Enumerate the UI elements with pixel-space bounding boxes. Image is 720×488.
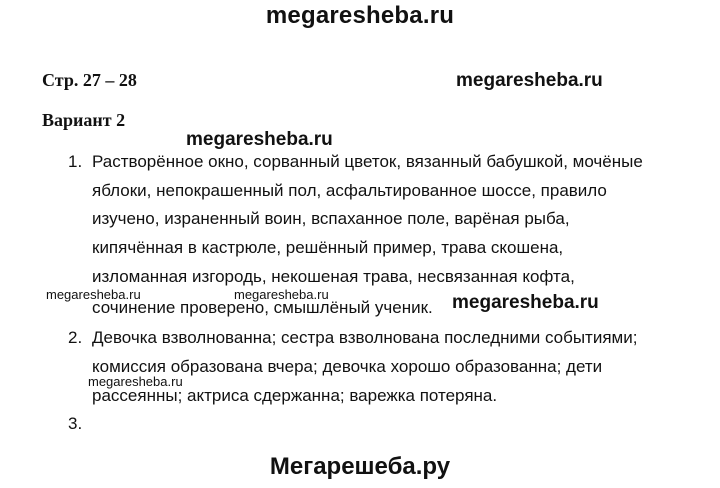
item-2-line: комиссия образована вчера; девочка хорошо образованна; дети [92,357,603,376]
watermark-small-middle: megaresheba.ru [234,287,329,302]
item-2-line: рассеянны; актриса сдержанна; варежка потеряна. [92,386,498,405]
watermark-small-left: megaresheba.ru [46,287,141,302]
watermark-small-item2: megaresheba.ru [88,374,183,389]
watermark-header-right: megaresheba.ru [456,70,603,91]
item-1-line: Растворённое окно, сорванный цветок, вязанный бабушкой, мочёные [92,152,643,171]
variant-heading: Вариант 2 [42,110,126,130]
item-1-line: яблоки, непокрашенный пол, асфальтированное шоссе, правило [92,181,607,200]
watermark-mid-right: megaresheba.ru [452,292,599,313]
item-1-line: изучено, израненный воин, вспаханное поле, варёная рыба, [92,209,570,228]
page-reference: Стр. 27 – 28 [42,70,137,90]
item-number-1: 1. [68,152,83,171]
item-2-line: Девочка взволнованна; сестра взволнована последними событиями; [92,328,638,347]
item-number-3: 3. [68,414,83,433]
item-1-line: кипячённая в кастрюле, решённый пример, трава скошена, [92,238,564,257]
watermark-top: megaresheba.ru [265,2,455,29]
item-1-line: сочинение проверено, смышлёный ученик. [92,298,433,317]
item-number-2: 2. [68,328,83,347]
watermark-bottom: Мегарешеба.ру [269,453,451,480]
watermark-under-variant: megaresheba.ru [186,129,333,150]
item-1-line: изломанная изгородь, некошеная трава, несвязанная кофта, [92,267,575,286]
